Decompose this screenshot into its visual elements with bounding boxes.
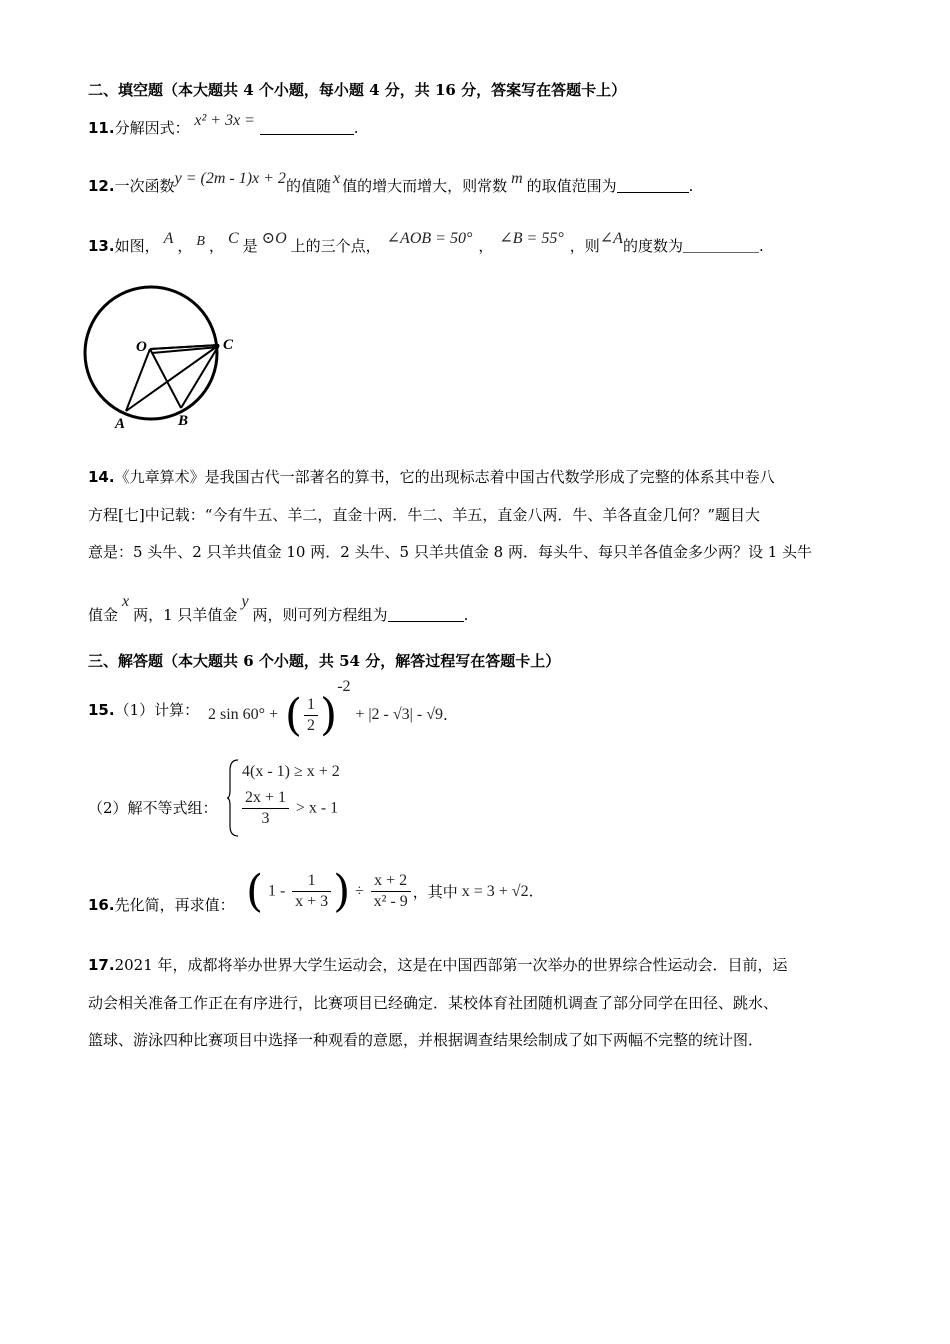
q12-end: .	[688, 177, 694, 195]
q16-fraction-1	[292, 871, 331, 912]
q13-text-4: ，则	[569, 237, 600, 255]
section2-title: 二、填空题（本大题共 4 个小题，每小题 4 分，共 16 分，答案写在答题卡上）	[88, 81, 627, 99]
q12-text-2: 的值随	[285, 177, 331, 195]
q15-expr-a: 2 sin 60° +	[208, 706, 279, 723]
q12-var-m: m	[511, 170, 523, 187]
q13-circle-o: ⊙O	[261, 230, 287, 247]
q15-left-paren: (	[284, 689, 303, 741]
q16-end: .	[528, 882, 534, 901]
q16-left-paren: (	[246, 866, 264, 917]
q16-one-minus: 1 -	[267, 882, 286, 900]
q16-divide: ÷	[355, 882, 364, 900]
q15-part-2-label: （2）解不等式组：	[88, 799, 218, 817]
q14-end: .	[463, 606, 469, 624]
q16-text-2: ，其中	[412, 883, 458, 901]
q16-number: 16.	[88, 896, 115, 914]
q15-right-paren: )	[320, 689, 338, 741]
question-14-line-2: 方程[七]中记载：“今有牛五、羊二，直金十两．牛二、羊五，直金八两．牛、羊各直金几何？”题目大	[88, 506, 761, 524]
question-17-line-2: 动会相关准备工作正在有序进行，比赛项目已经确定．某校体育社团随机调查了部分同学在田径、跳水、	[88, 994, 779, 1012]
question-14-line-1	[88, 467, 775, 487]
question-17-line-1	[88, 955, 788, 975]
q15-expr-b: + |2 - √3| - √9	[355, 706, 443, 723]
q11-answer-blank	[260, 120, 354, 135]
q16-fraction-2	[371, 871, 411, 912]
q13-point-b: B	[196, 234, 205, 249]
q16-f2-numerator: x + 2	[371, 871, 411, 892]
q13-end: .	[758, 237, 764, 255]
q16-text: 先化简，再求值：	[114, 896, 235, 914]
q13-answer-blank	[683, 238, 759, 253]
q13-text-2: 是	[242, 237, 258, 255]
q11-expr: x² + 3x =	[194, 112, 255, 129]
section3-title: 三、解答题（本大题共 6 个小题，共 54 分，解答过程写在答题卡上）	[88, 652, 561, 670]
q14-text-2: 两，1 只羊值金	[133, 606, 238, 624]
q16-f2-denominator: x² - 9	[373, 893, 408, 910]
q12-answer-blank	[617, 178, 689, 193]
question-11	[88, 112, 359, 139]
q13-text-5: 的度数为	[622, 237, 683, 255]
q14-var-y: y	[241, 593, 249, 610]
q13-text-3: 上的三个点，	[290, 237, 381, 255]
q15-ineq2-fraction	[242, 788, 289, 829]
q11-number: 11.	[88, 119, 115, 137]
q15-inequality-1: 4(x - 1) ≥ x + 2	[242, 763, 340, 780]
q13-circle-figure	[80, 278, 250, 436]
question-14-line-3: 意是：5 头牛、2 只羊共值金 10 两．2 头牛、5 只羊共值金 8 两．每头牛、每只羊各值金多少两？设 1 头牛	[88, 543, 813, 561]
q12-number: 12.	[88, 177, 115, 195]
q16-expression	[246, 866, 533, 917]
label-c: C	[223, 337, 234, 353]
q13-point-a: A	[163, 230, 174, 247]
q15-expression	[208, 678, 448, 741]
q14-var-x: x	[122, 593, 130, 610]
q14-text-1: 值金	[88, 606, 119, 624]
q14-answer-blank	[388, 607, 464, 622]
q13-angle-aob: ∠AOB = 50°	[386, 230, 473, 247]
question-13: 13.如图， A ， B ， C 是 ⊙O 上的三个点， ∠AOB = 50° ， ∠B = 55° ，则∠A的度数为 .	[88, 230, 764, 255]
q14-text-3: 两，则可列方程组为	[252, 606, 388, 624]
q13-angle-a: ∠A	[599, 230, 623, 247]
q14-number: 14.	[88, 468, 115, 486]
q15-number: 15.	[88, 701, 115, 719]
q12-text-1: 一次函数	[114, 177, 175, 195]
q15-half	[304, 695, 318, 736]
q16-right-paren: )	[333, 866, 351, 917]
q15-half-denominator: 2	[307, 716, 316, 734]
q16-f1-numerator: 1	[292, 871, 331, 892]
q15-inequality-2	[240, 788, 338, 829]
q15-exponent: -2	[337, 678, 351, 695]
q11-end: .	[353, 119, 359, 137]
q16-condition: x = 3 + √2	[461, 882, 529, 900]
question-16	[88, 895, 235, 915]
q15-ineq2-right: > x - 1	[295, 799, 339, 817]
q13-text-1: 如图，	[114, 237, 160, 255]
question-17-line-3: 篮球、游泳四种比赛项目中选择一种观看的意愿，并根据调查结果绘制成了如下两幅不完整的统计图．	[88, 1031, 764, 1049]
q17-line-1-text: 2021 年，成都将举办世界大学生运动会，这是在中国西部第一次举办的世界综合性运动会．目前，运	[114, 956, 788, 974]
question-15-part-1	[88, 700, 199, 720]
question-12	[88, 170, 694, 197]
q15-half-numerator: 1	[304, 695, 318, 716]
q13-point-c: C	[227, 230, 239, 247]
q12-text-3: 值的增大而增大，则常数	[342, 177, 508, 195]
q12-text-4: 的取值范围为	[526, 177, 617, 195]
q12-function: y = (2m - 1)x + 2	[174, 170, 286, 187]
q17-number: 17.	[88, 956, 115, 974]
q15-system-brace	[226, 758, 240, 838]
q11-text: 分解因式：	[114, 119, 190, 137]
q15-ineq2-numerator: 2x + 1	[242, 788, 289, 809]
q15-ineq2-denominator: 3	[261, 810, 270, 827]
q13-angle-b: ∠B = 55°	[499, 230, 564, 247]
label-o: O	[136, 339, 147, 355]
label-b: B	[178, 413, 189, 429]
question-14-line-4	[88, 593, 469, 626]
q14-line-1-text: 《九章算术》是我国古代一部著名的算书，它的出现标志着中国古代数学形成了完整的体系其中卷八	[114, 468, 775, 486]
q12-var-x: x	[332, 170, 341, 187]
q15-end: .	[442, 706, 448, 724]
q13-number: 13.	[88, 237, 115, 255]
label-a: A	[115, 416, 126, 432]
q15-part-1-label: （1）计算：	[114, 701, 200, 719]
q16-f1-denominator: x + 3	[295, 893, 329, 910]
